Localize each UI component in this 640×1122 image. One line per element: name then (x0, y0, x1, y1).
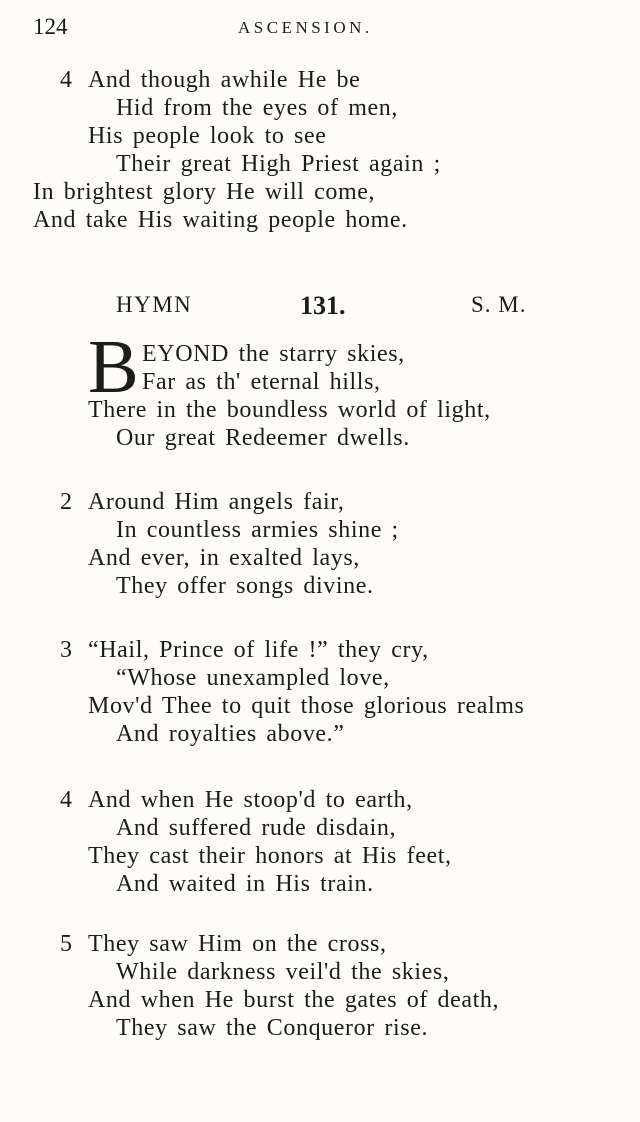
verse-line: There in the boundless world of light, (88, 397, 491, 423)
verse-line: In countless armies shine ; (116, 517, 399, 543)
verse-line: And royalties above.” (116, 721, 345, 747)
verse-line: “Hail, Prince of life !” they cry, (88, 637, 429, 663)
hymn-meter: S. M. (471, 292, 527, 317)
verse-number: 4 (60, 67, 72, 93)
verse-line: And waited in His train. (116, 871, 374, 897)
hymn-label: HYMN (116, 292, 193, 317)
verse-line: Our great Redeemer dwells. (116, 425, 410, 451)
drop-cap: B (88, 325, 139, 409)
verse-line: And take His waiting people home. (33, 207, 408, 233)
section-title: ASCENSION. (238, 18, 373, 37)
running-head (0, 14, 640, 44)
verse-line: His people look to see (88, 123, 327, 149)
verse-line: Around Him angels fair, (88, 489, 345, 515)
verse-line: While darkness veil'd the skies, (116, 959, 450, 985)
verse-number: 3 (60, 637, 72, 663)
verse-line: They cast their honors at His feet, (88, 843, 452, 869)
verse-line: And suffered rude disdain, (116, 815, 397, 841)
verse-line: And when He burst the gates of death, (88, 987, 500, 1013)
verse-line: They saw Him on the cross, (88, 931, 387, 957)
verse-number: 5 (60, 931, 72, 957)
verse-line: EYOND the starry skies, (142, 341, 405, 367)
verse-line: Hid from the eyes of men, (116, 95, 398, 121)
verse-number: 2 (60, 489, 72, 515)
verse-line: They saw the Conqueror rise. (116, 1015, 429, 1041)
verse-line: Their great High Priest again ; (116, 151, 441, 177)
verse-line: “Whose unexampled love, (116, 665, 390, 691)
verse-line: Far as th' eternal hills, (142, 369, 381, 395)
hymn-number: 131. (300, 291, 346, 320)
verse-line: And ever, in exalted lays, (88, 545, 360, 571)
verse-line: Mov'd Thee to quit those glorious realms (88, 693, 525, 719)
hymn-heading (0, 292, 640, 324)
verse-line: In brightest glory He will come, (33, 179, 376, 205)
verse-number: 4 (60, 787, 72, 813)
verse-line: They offer songs divine. (116, 573, 374, 599)
verse-line: And when He stoop'd to earth, (88, 787, 413, 813)
verse-line: And though awhile He be (88, 67, 361, 93)
page-number: 124 (33, 14, 68, 39)
